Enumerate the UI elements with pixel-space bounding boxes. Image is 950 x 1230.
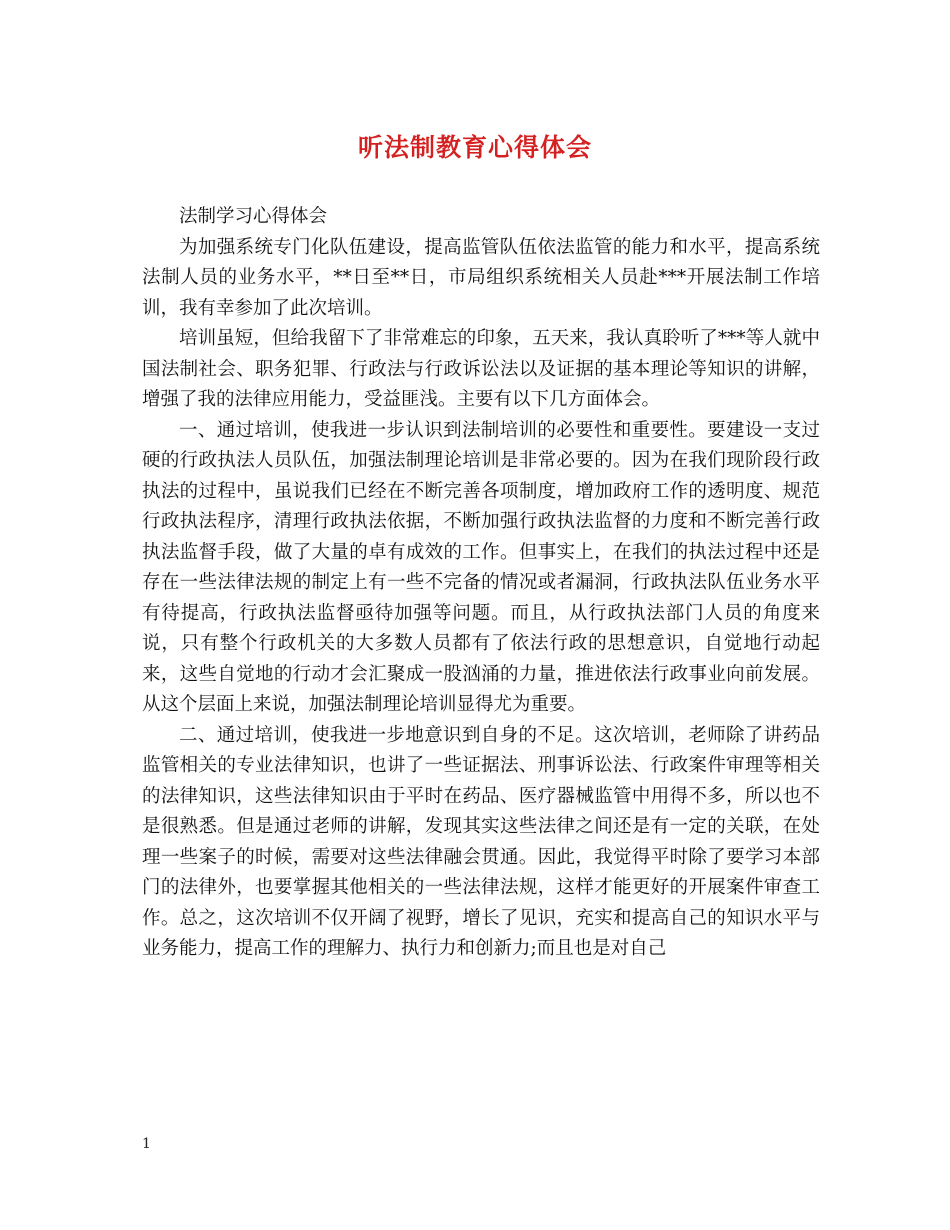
paragraph: 培训虽短，但给我留下了非常难忘的印象，五天来，我认真聆听了***等人就中国法制社会、职务犯罪、行政法与行政诉讼法以及证据的基本理论等知识的讲解，增强了我的法律应用能力，受益匪浅。主要有以下几方面体会。 [142, 328, 820, 410]
paragraph: 二、通过培训，使我进一步地意识到自身的不足。这次培训，老师除了讲药品监管相关的专业法律知识，也讲了一些证据法、刑事诉讼法、行政案件审理等相关的法律知识，这些法律知识由于平时在药品、医疗器械监管中用得不多，所以也不是很熟悉。但是通过老师的讲解，发现其实这些法律之间还是有一定的关联，在处理一些案子的时候，需要对这些法律融会贯通。因此，我觉得平时除了要学习本部门的法律外，也要掌握其他相关的一些法律法规，这样才能更好的开展案件审查工作。总之，这次培训不仅开阔了视野，增长了见识，充实和提高自己的知识水平与业务能力，提高工作的理解力、执行力和创新力;而且也是对自己 [142, 724, 820, 959]
paragraph-subtitle: 法制学习心得体会 [179, 206, 328, 227]
document-title: 听法制教育心得体会 [357, 133, 592, 162]
page-number: 1 [142, 1136, 151, 1152]
paragraph: 为加强系统专门化队伍建设，提高监管队伍依法监管的能力和水平，提高系统法制人员的业务水平，**日至**日，市局组织系统相关人员赴***开展法制工作培训，我有幸参加了此次培训。 [142, 236, 820, 319]
document-body [142, 202, 820, 965]
paragraph: 一、通过培训，使我进一步认识到法制培训的必要性和重要性。要建设一支过硬的行政执法人员队伍，加强法制理论培训是非常必要的。因为在我们现阶段行政执法的过程中，虽说我们已经在不断完善各项制度，增加政府工作的透明度、规范行政执法程序，清理行政执法依据，不断加强行政执法监督的力度和不断完善行政执法监督手段，做了大量的卓有成效的工作。但事实上，在我们的执法过程中还是存在一些法律法规的制定上有一些不完备的情况或者漏洞，行政执法队伍业务水平有待提高，行政执法监督亟待加强等问题。而且，从行政执法部门人员的角度来说，只有整个行政机关的大多数人员都有了依法行政的思想意识，自觉地行动起来，这些自觉地的行动才会汇聚成一股汹涌的力量，推进依法行政事业向前发展。从这个层面上来说，加强法制理论培训显得尤为重要。 [142, 419, 820, 715]
